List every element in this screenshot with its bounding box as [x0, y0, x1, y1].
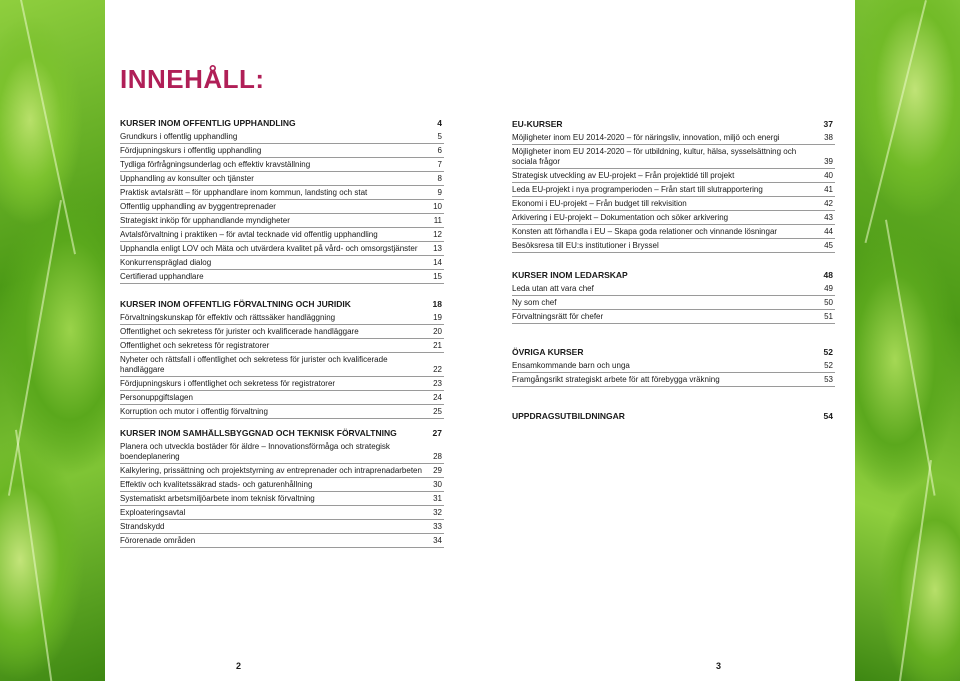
- toc-entry-title: Nyheter och rättsfall i offentlighet och sekretess för jurister och kvalificerade handläggare: [120, 355, 388, 374]
- toc-entry-page: 45: [824, 241, 833, 250]
- toc-entry[interactable]: [120, 464, 444, 478]
- toc-entry[interactable]: [512, 359, 835, 373]
- toc-entry-title: Besöksresa till EU:s institutioner i Bryssel: [512, 241, 659, 250]
- toc-entry-title: Personuppgiftslagen: [120, 393, 193, 402]
- toc-entry-title: Ensamkommande barn och unga: [512, 361, 630, 370]
- section-heading-page: 52: [823, 347, 833, 357]
- toc-entry-page: 13: [433, 244, 442, 253]
- toc-entry-title: Exploateringsavtal: [120, 508, 186, 517]
- toc-entry-page: 33: [433, 522, 442, 531]
- toc-entry-page: 7: [437, 160, 442, 169]
- toc-entry-page: 25: [433, 407, 442, 416]
- toc-entry[interactable]: [120, 440, 444, 464]
- section-eu-kurser: [512, 117, 835, 253]
- leaf-background-right: [855, 0, 960, 681]
- toc-entry-page: 14: [433, 258, 442, 267]
- toc-entry[interactable]: [120, 405, 444, 419]
- toc-entry-page: 32: [433, 508, 442, 517]
- toc-entry[interactable]: [120, 377, 444, 391]
- toc-entry-page: 31: [433, 494, 442, 503]
- toc-entry-title: Systematiskt arbetsmiljöarbete inom teknisk förvaltning: [120, 494, 315, 503]
- toc-entry-page: 8: [437, 174, 442, 183]
- section-heading-page: 4: [437, 118, 442, 128]
- section-heading-text: EU-KURSER: [512, 119, 563, 129]
- right-page: [480, 0, 855, 681]
- toc-entry-title: Kalkylering, prissättning och projektstyrning av entreprenader och intraprenadarbeten: [120, 466, 422, 475]
- section-heading[interactable]: [512, 117, 835, 131]
- toc-entry[interactable]: [512, 296, 835, 310]
- toc-entry[interactable]: [120, 311, 444, 325]
- toc-entry-title: Möjligheter inom EU 2014-2020 – för utbildning, kultur, hälsa, sysselsättning och sociala frågor: [512, 147, 797, 166]
- toc-entry[interactable]: [120, 200, 444, 214]
- page-number-left: 2: [236, 661, 242, 671]
- toc-entry[interactable]: [512, 239, 835, 253]
- toc-entry[interactable]: [120, 520, 444, 534]
- section-heading-page: 18: [432, 299, 442, 309]
- toc-entry-page: 34: [433, 536, 442, 545]
- toc-entry-page: 53: [824, 375, 833, 384]
- toc-entry[interactable]: [512, 225, 835, 239]
- toc-entry-page: 50: [824, 298, 833, 307]
- toc-entry[interactable]: [512, 183, 835, 197]
- section-heading-text: KURSER INOM OFFENTLIG UPPHANDLING: [120, 118, 296, 128]
- toc-entry-title: Fördjupningskurs i offentlig upphandling: [120, 146, 262, 155]
- toc-entry-page: 43: [824, 213, 833, 222]
- toc-entry-title: Möjligheter inom EU 2014-2020 – för näringsliv, innovation, miljö och energi: [512, 133, 780, 142]
- toc-entry-page: 39: [824, 157, 833, 166]
- section-heading-text: KURSER INOM SAMHÄLLSBYGGNAD OCH TEKNISK FÖRVALTNING: [120, 428, 397, 438]
- toc-entry-title: Planera och utveckla bostäder för äldre – Innovationsförmåga och strategisk boendeplanering: [120, 442, 390, 461]
- section-heading-page: 27: [432, 428, 442, 438]
- toc-entry-title: Förorenade områden: [120, 536, 196, 545]
- toc-entry-title: Korruption och mutor i offentlig förvaltning: [120, 407, 268, 416]
- toc-entry-page: 23: [433, 379, 442, 388]
- toc-entry[interactable]: [120, 242, 444, 256]
- section-heading-text: KURSER INOM OFFENTLIG FÖRVALTNING OCH JURIDIK: [120, 299, 351, 309]
- page-number-right: 3: [716, 661, 722, 671]
- toc-entry-title: Offentlighet och sekretess för jurister och kvalificerade handläggare: [120, 327, 359, 336]
- toc-entry-title: Strandskydd: [120, 522, 165, 531]
- toc-entry-title: Leda utan att vara chef: [512, 284, 594, 293]
- toc-entry-title: Upphandla enligt LOV och Mäta och utvärdera kvalitet på vård- och omsorgstjänster: [120, 244, 418, 253]
- toc-entry-title: Framgångsrikt strategiskt arbete för att förebygga vräkning: [512, 375, 720, 384]
- toc-entry[interactable]: [120, 270, 444, 284]
- toc-entry[interactable]: [512, 373, 835, 387]
- toc-entry-page: 52: [824, 361, 833, 370]
- toc-entry-page: 51: [824, 312, 833, 321]
- toc-entry[interactable]: [120, 256, 444, 270]
- toc-entry[interactable]: [120, 478, 444, 492]
- toc-entry[interactable]: [512, 211, 835, 225]
- toc-entry[interactable]: [120, 339, 444, 353]
- section-heading[interactable]: [120, 116, 444, 130]
- section-forvaltning: [120, 297, 444, 419]
- toc-entry-title: Ny som chef: [512, 298, 557, 307]
- section-samhallsbyggnad: [120, 426, 444, 548]
- toc-entry-title: Upphandling av konsulter och tjänster: [120, 174, 254, 183]
- section-heading-text: UPPDRAGSUTBILDNINGAR: [512, 411, 625, 421]
- section-heading-text: KURSER INOM LEDARSKAP: [512, 270, 628, 280]
- section-heading[interactable]: [512, 345, 835, 359]
- section-heading-text: ÖVRIGA KURSER: [512, 347, 584, 357]
- toc-entry-page: 42: [824, 199, 833, 208]
- toc-entry[interactable]: [120, 214, 444, 228]
- toc-entry[interactable]: [120, 325, 444, 339]
- leaf-background-left: [0, 0, 105, 681]
- section-heading[interactable]: [512, 268, 835, 282]
- toc-entry-page: 10: [433, 202, 442, 211]
- toc-entry[interactable]: [120, 158, 444, 172]
- toc-entry-title: Strategiskt inköp för upphandlande myndigheter: [120, 216, 290, 225]
- toc-entry-title: Ekonomi i EU-projekt – Från budget till rekvisition: [512, 199, 687, 208]
- toc-entry-page: 11: [433, 216, 442, 225]
- toc-entry[interactable]: [512, 197, 835, 211]
- toc-entry-page: 30: [433, 480, 442, 489]
- toc-entry-title: Avtalsförvaltning i praktiken – för avtal tecknade vid offentlig upphandling: [120, 230, 378, 239]
- toc-entry-page: 6: [437, 146, 442, 155]
- toc-entry[interactable]: [120, 353, 444, 377]
- toc-entry-page: 9: [437, 188, 442, 197]
- toc-entry-page: 19: [433, 313, 442, 322]
- toc-entry-page: 15: [433, 272, 442, 281]
- toc-entry-page: 22: [433, 365, 442, 374]
- toc-entry-page: 38: [824, 133, 833, 142]
- toc-entry-page: 24: [433, 393, 442, 402]
- section-uppdragsutbildningar: [512, 409, 835, 423]
- toc-entry-title: Tydliga förfrågningsunderlag och effektiv kravställning: [120, 160, 311, 169]
- toc-entry[interactable]: [120, 130, 444, 144]
- toc-entry-page: 28: [433, 452, 442, 461]
- toc-entry-title: Praktisk avtalsrätt – för upphandlare inom kommun, landsting och stat: [120, 188, 368, 197]
- toc-entry[interactable]: [512, 169, 835, 183]
- toc-entry[interactable]: [512, 282, 835, 296]
- page-title: INNEHÅLL:: [120, 64, 265, 94]
- toc-entry-page: 29: [433, 466, 442, 475]
- toc-entry-title: Leda EU-projekt i nya programperioden – Från start till slutrapportering: [512, 185, 763, 194]
- section-heading-page: 37: [823, 119, 833, 129]
- toc-entry-title: Förvaltningskunskap för effektiv och rättssäker handläggning: [120, 313, 336, 322]
- toc-entry-title: Strategisk utveckling av EU-projekt – Från projektidé till projekt: [512, 171, 735, 180]
- toc-entry-page: 40: [824, 171, 833, 180]
- toc-entry[interactable]: [120, 144, 444, 158]
- toc-entry-title: Konsten att förhandla i EU – Skapa goda relationer och vinnande lösningar: [512, 227, 778, 236]
- toc-entry-page: 12: [433, 230, 442, 239]
- toc-entry[interactable]: [120, 172, 444, 186]
- toc-entry-title: Fördjupningskurs i offentlighet och sekretess för registratorer: [120, 379, 336, 388]
- toc-entry-title: Certifierad upphandlare: [120, 272, 204, 281]
- toc-entry[interactable]: [512, 145, 835, 169]
- toc-entry-title: Grundkurs i offentlig upphandling: [120, 132, 238, 141]
- toc-entry[interactable]: [120, 492, 444, 506]
- toc-entry[interactable]: [512, 310, 835, 324]
- toc-entry[interactable]: [120, 506, 444, 520]
- toc-entry-page: 41: [824, 185, 833, 194]
- toc-entry-page: 20: [433, 327, 442, 336]
- section-heading[interactable]: [120, 297, 444, 311]
- toc-entry[interactable]: [120, 391, 444, 405]
- section-heading-page: 48: [823, 270, 833, 280]
- section-ledarskap: [512, 268, 835, 324]
- toc-entry[interactable]: [120, 186, 444, 200]
- section-heading[interactable]: [512, 409, 835, 423]
- toc-entry-title: Förvaltningsrätt för chefer: [512, 312, 604, 321]
- toc-entry-title: Arkivering i EU-projekt – Dokumentation och söker arkivering: [512, 213, 729, 222]
- toc-entry-title: Offentlig upphandling av byggentreprenader: [120, 202, 276, 211]
- toc-entry-page: 21: [433, 341, 442, 350]
- toc-entry-title: Offentlighet och sekretess för registratorer: [120, 341, 270, 350]
- toc-entry-page: 5: [437, 132, 442, 141]
- section-upphandling: [120, 116, 444, 284]
- section-ovriga-kurser: [512, 345, 835, 387]
- section-heading[interactable]: [120, 426, 444, 440]
- toc-entry[interactable]: [120, 534, 444, 548]
- section-heading-page: 54: [823, 411, 833, 421]
- toc-entry-page: 49: [824, 284, 833, 293]
- toc-entry[interactable]: [512, 131, 835, 145]
- toc-entry-page: 44: [824, 227, 833, 236]
- toc-entry-title: Effektiv och kvalitetssäkrad stads- och gaturenhållning: [120, 480, 313, 489]
- toc-entry[interactable]: [120, 228, 444, 242]
- toc-entry-title: Konkurrenspräglad dialog: [120, 258, 212, 267]
